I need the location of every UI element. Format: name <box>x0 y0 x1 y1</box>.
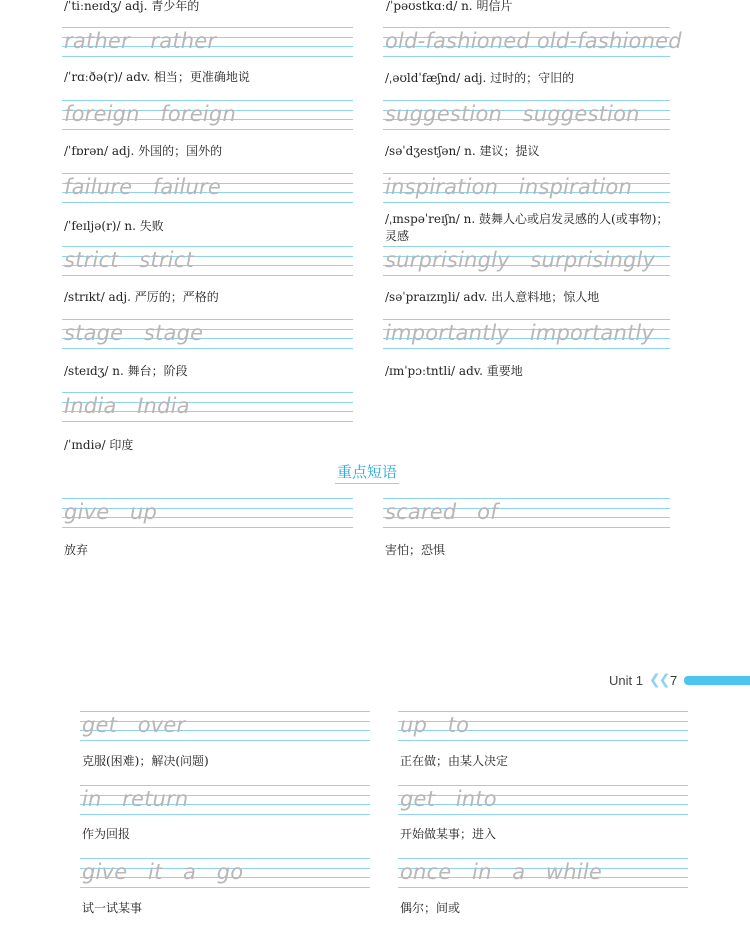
definition-continued: 灵感 <box>385 229 410 243</box>
section-heading <box>0 461 734 482</box>
trace-word: suggestion suggestion <box>385 102 640 126</box>
trace-word: failure failure <box>64 175 222 199</box>
definition: 放弃 <box>64 543 89 557</box>
definition: 作为回报 <box>82 827 131 841</box>
trace-word: surprisingly surprisingly <box>385 248 656 272</box>
trace-word: inspiration inspiration <box>385 175 632 199</box>
definition: 试一试某事 <box>82 901 143 915</box>
definition: /ˌəʊldˈfæʃnd/ adj. 过时的；守旧的 <box>385 71 575 85</box>
trace-word: importantly importantly <box>385 321 655 345</box>
trace-word: once in a while <box>400 860 602 884</box>
definition: /ˈtiːneɪdʒ/ adj. 青少年的 <box>64 0 200 13</box>
definition: /ɪmˈpɔːtntli/ adv. 重要地 <box>385 364 523 378</box>
definition: /steɪdʒ/ n. 舞台；阶段 <box>64 364 188 378</box>
definition: /ˈpəʊstkɑːd/ n. 明信片 <box>386 0 513 13</box>
trace-word: scared of <box>385 500 498 524</box>
definition: /ˌɪnspəˈreɪʃn/ n. 鼓舞人心或启发灵感的人(或事物)； <box>385 212 669 226</box>
definition: /səˈpraɪzɪŋli/ adv. 出人意料地；惊人地 <box>385 290 600 304</box>
chevron-left-icon: ❮❮ <box>649 672 669 688</box>
definition: /ˈfɒrən/ adj. 外国的；国外的 <box>64 144 223 158</box>
page-number: 7 <box>670 673 678 688</box>
definition: 害怕；恐惧 <box>385 543 446 557</box>
definition: /ˈfeɪljə(r)/ n. 失败 <box>64 219 164 233</box>
trace-word: India India <box>64 394 190 418</box>
definition: 开始做某事；进入 <box>400 827 497 841</box>
trace-word: strict strict <box>64 248 194 272</box>
definition: 偶尔；间或 <box>400 901 461 915</box>
trace-word: in return <box>82 787 189 811</box>
definition: 正在做；由某人决定 <box>400 754 509 768</box>
trace-word: rather rather <box>64 29 217 53</box>
trace-word: get over <box>82 713 186 737</box>
trace-word: give it a go <box>82 860 244 884</box>
trace-word: foreign foreign <box>64 102 236 126</box>
definition: /səˈdʒestʃən/ n. 建议；提议 <box>385 144 540 158</box>
page-tab-bar <box>684 676 750 685</box>
trace-word: give up <box>64 500 157 524</box>
unit-label: Unit 1 <box>609 673 643 688</box>
section-heading-text: 重点短语 <box>335 463 399 484</box>
definition: /ˈɪndiə/ 印度 <box>64 438 134 452</box>
trace-word: get into <box>400 787 497 811</box>
definition: /ˈrɑːðə(r)/ adv. 相当；更准确地说 <box>64 70 250 84</box>
definition: /strɪkt/ adj. 严厉的；严格的 <box>64 290 219 304</box>
trace-word: old-fashioned old-fashioned <box>385 29 682 53</box>
trace-word: stage stage <box>64 321 204 345</box>
definition: 克服(困难)；解决(问题) <box>82 754 209 768</box>
trace-word: up to <box>400 713 470 737</box>
